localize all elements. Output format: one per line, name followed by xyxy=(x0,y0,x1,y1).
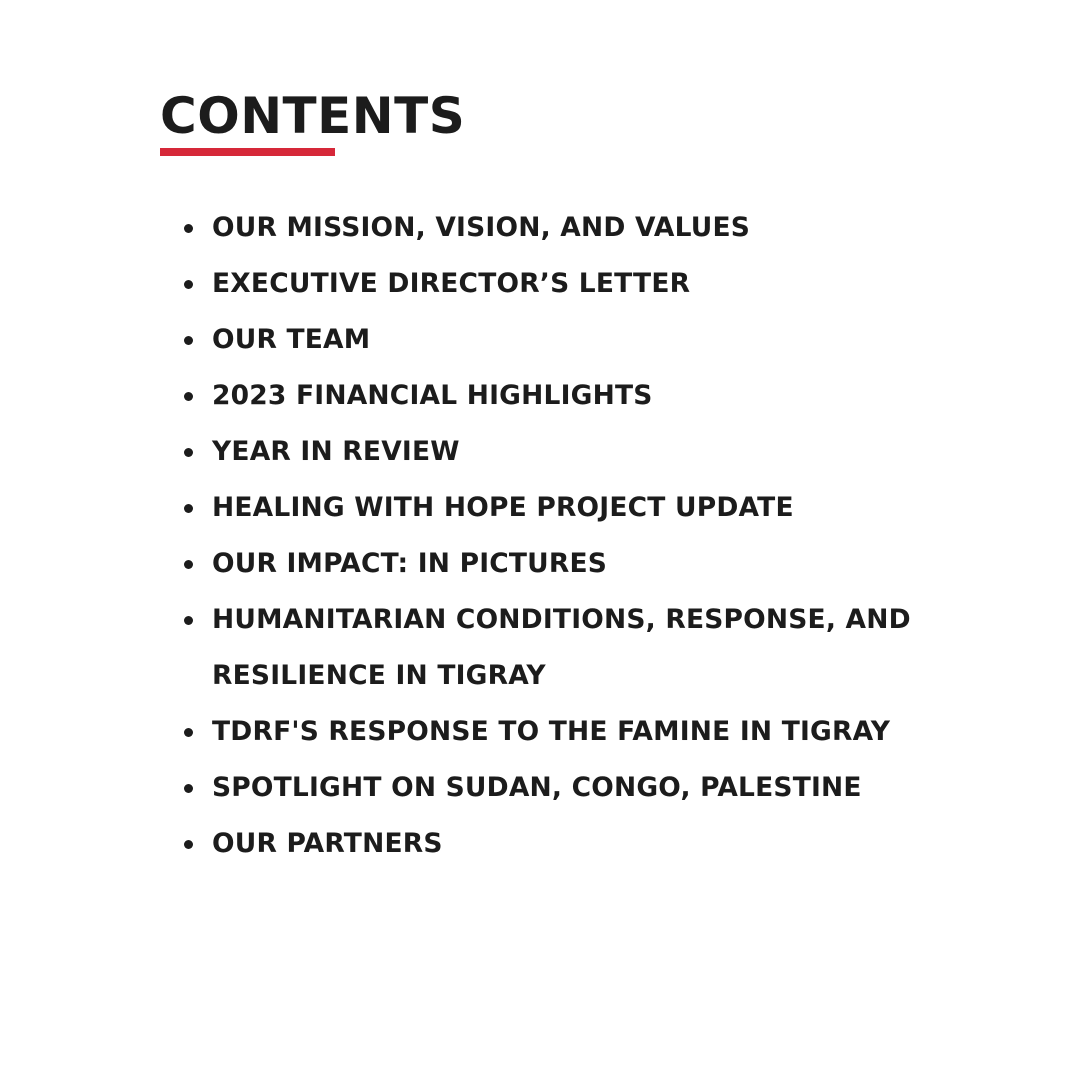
bullet-icon xyxy=(184,784,193,793)
bullet-icon xyxy=(184,224,193,233)
toc-item-humanitarian-conditions xyxy=(184,592,924,704)
bullet-icon xyxy=(184,336,193,345)
table-of-contents xyxy=(184,200,924,872)
bullet-icon xyxy=(184,840,193,849)
toc-item-label: OUR MISSION, VISION, AND VALUES xyxy=(212,212,751,243)
page-title: CONTENTS xyxy=(160,87,466,145)
bullet-icon xyxy=(184,616,193,625)
toc-item-label: SPOTLIGHT ON SUDAN, CONGO, PALESTINE xyxy=(212,772,862,803)
toc-item-label: 2023 FINANCIAL HIGHLIGHTS xyxy=(212,380,653,411)
bullet-icon xyxy=(184,560,193,569)
toc-item-financial-highlights xyxy=(184,368,924,424)
title-underline xyxy=(160,148,335,156)
toc-item-famine-response xyxy=(184,704,924,760)
toc-item-spotlight xyxy=(184,760,924,816)
toc-item-partners xyxy=(184,816,924,872)
bullet-icon xyxy=(184,448,193,457)
toc-item-label: TDRF'S RESPONSE TO THE FAMINE IN TIGRAY xyxy=(212,716,891,747)
toc-item-mission xyxy=(184,200,924,256)
toc-item-impact-pictures xyxy=(184,536,924,592)
toc-item-year-in-review xyxy=(184,424,924,480)
toc-item-label: HUMANITARIAN CONDITIONS, RESPONSE, AND RESILIENCE IN TIGRAY xyxy=(212,604,911,691)
toc-item-directors-letter xyxy=(184,256,924,312)
bullet-icon xyxy=(184,728,193,737)
toc-item-label: YEAR IN REVIEW xyxy=(212,436,460,467)
toc-item-label: HEALING WITH HOPE PROJECT UPDATE xyxy=(212,492,794,523)
bullet-icon xyxy=(184,504,193,513)
toc-item-label: OUR PARTNERS xyxy=(212,828,443,859)
bullet-icon xyxy=(184,392,193,401)
toc-item-healing-with-hope xyxy=(184,480,924,536)
toc-item-label: OUR TEAM xyxy=(212,324,371,355)
toc-item-team xyxy=(184,312,924,368)
toc-item-label: EXECUTIVE DIRECTOR’S LETTER xyxy=(212,268,691,299)
bullet-icon xyxy=(184,280,193,289)
toc-item-label: OUR IMPACT: IN PICTURES xyxy=(212,548,608,579)
